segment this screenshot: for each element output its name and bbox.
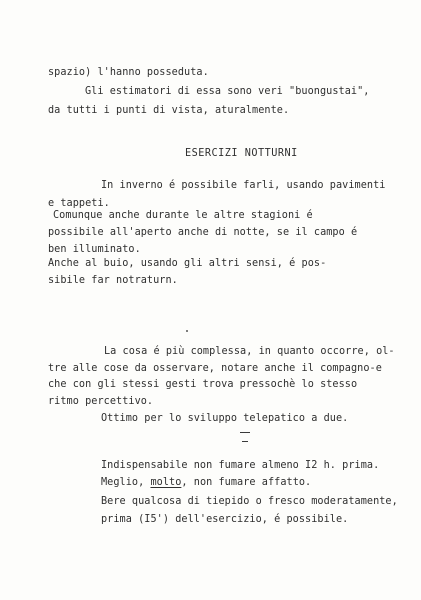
text-line: e tappeti. bbox=[48, 198, 110, 209]
ink-speck bbox=[186, 330, 188, 332]
underlined-word: molto bbox=[150, 477, 182, 488]
text-line: sibile far notraturn. bbox=[48, 275, 178, 286]
separator-dash bbox=[242, 441, 248, 442]
text-line: ritmo percettivo. bbox=[48, 396, 154, 407]
text-line bbox=[101, 477, 311, 489]
text-line: tre alle cose da osservare, notare anche il compagno-e bbox=[48, 363, 382, 374]
text-line: che con gli stessi gesti trova pressochè lo stesso bbox=[48, 379, 358, 390]
text-line: ben illuminato. bbox=[48, 244, 141, 255]
text-line: Ottimo per lo sviluppo telepatico a due. bbox=[101, 413, 349, 424]
text-line: Gli estimatori di essa sono veri "buongustai", bbox=[85, 86, 370, 97]
text-line: Anche al buio, usando gli altri sensi, é pos- bbox=[48, 258, 327, 269]
text-line: spazio) l'hanno posseduta. bbox=[48, 67, 209, 78]
text-line: La cosa é più complessa, in quanto occorre, ol- bbox=[104, 346, 395, 357]
text-segment: , non fumare affatto. bbox=[181, 477, 312, 488]
text-line: da tutti i punti di vista, aturalmente. bbox=[48, 105, 290, 116]
text-line: Comunque anche durante le altre stagioni é bbox=[53, 210, 313, 221]
text-line: In inverno é possibile farli, usando pavimenti bbox=[101, 180, 386, 191]
separator-dash bbox=[240, 432, 250, 433]
section-heading: ESERCIZI NOTTURNI bbox=[185, 148, 298, 159]
text-line: prima (I5') dell'esercizio, é possibile. bbox=[101, 514, 349, 525]
text-line: Bere qualcosa di tiepido o fresco moderatamente, bbox=[101, 496, 398, 507]
text-line: possibile all'aperto anche di notte, se il campo é bbox=[48, 227, 358, 238]
text-segment: Meglio, bbox=[101, 477, 151, 488]
text-line: Indispensabile non fumare almeno I2 h. prima. bbox=[101, 460, 380, 471]
